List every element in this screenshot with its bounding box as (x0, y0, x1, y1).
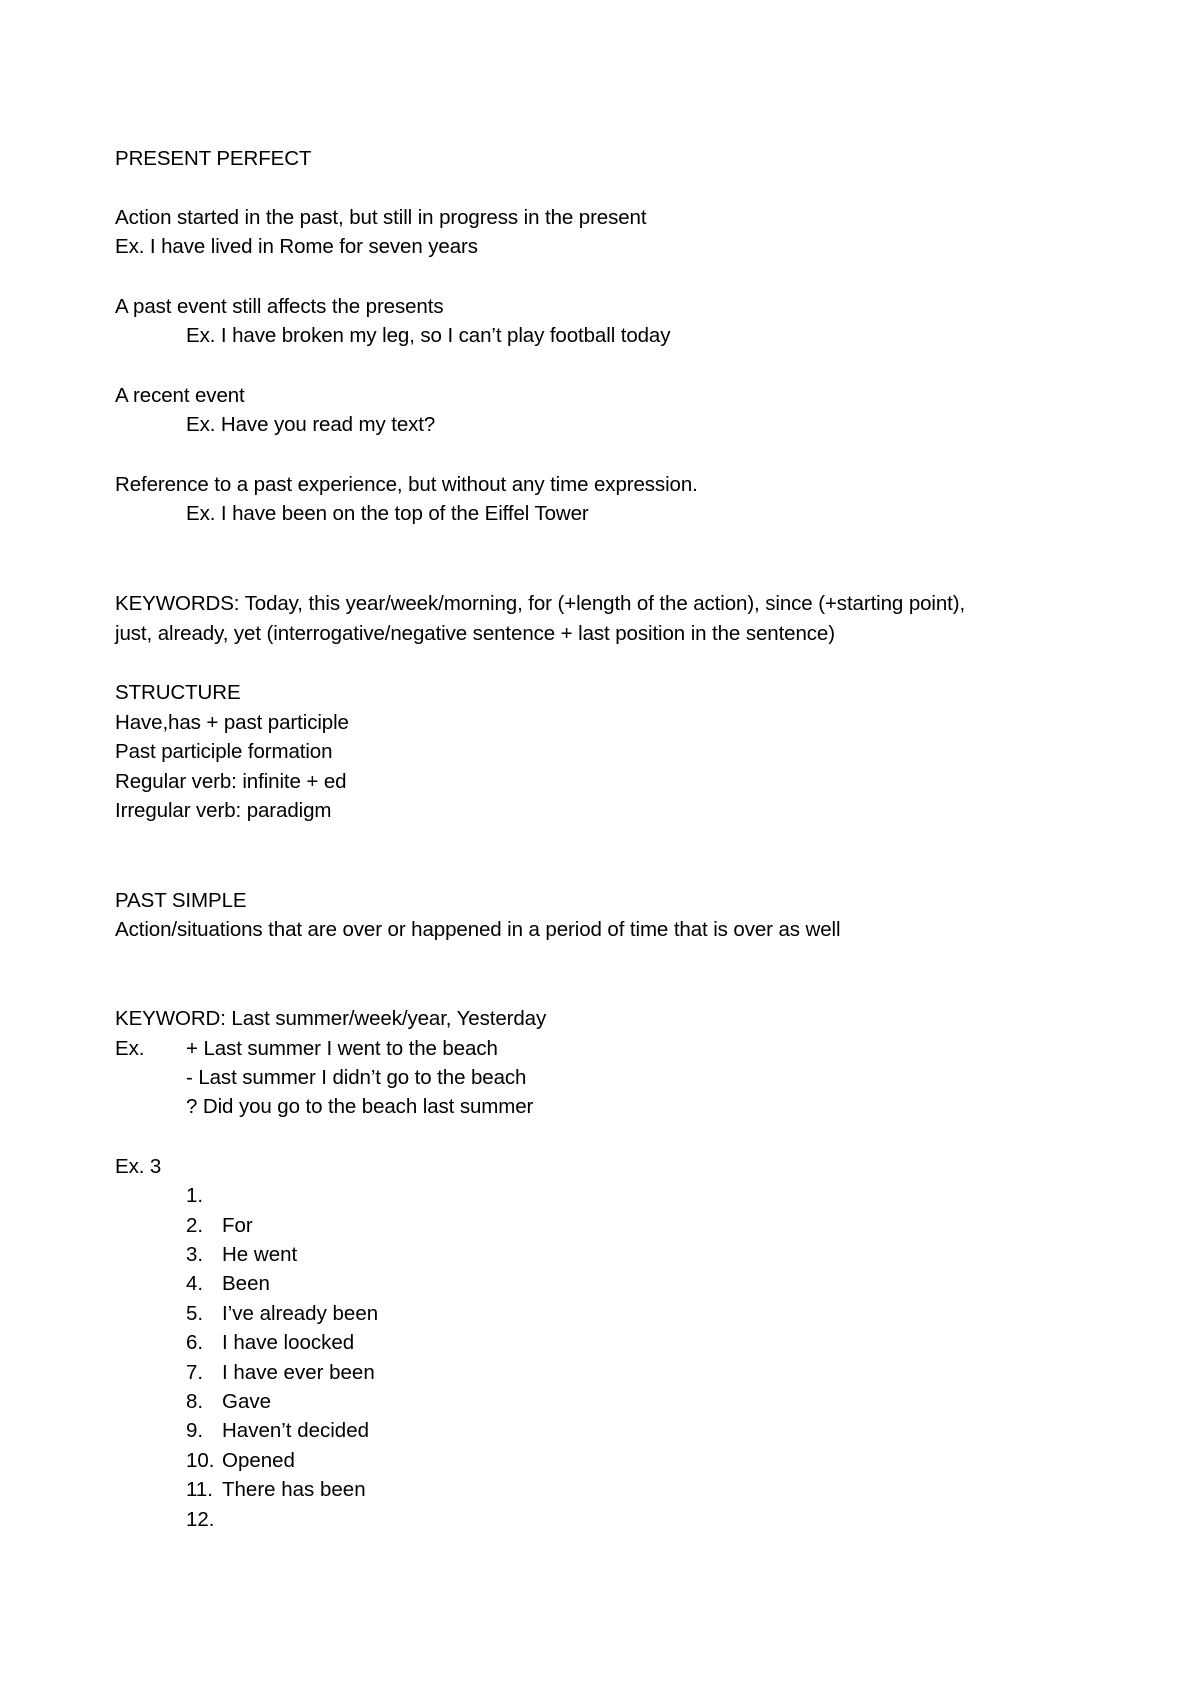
ps-keyword: KEYWORD: Last summer/week/year, Yesterday (115, 1007, 547, 1030)
pp-use-1: Action started in the past, but still in progress in the present (115, 206, 647, 229)
exercise-item-number: 2. (186, 1214, 204, 1237)
exercise-item-answer: There has been (222, 1478, 366, 1501)
structure-line: Past participle formation (115, 740, 333, 763)
past-simple-heading: PAST SIMPLE (115, 889, 247, 912)
exercise-item-answer: He went (222, 1243, 298, 1266)
structure-line: Have,has + past participle (115, 711, 349, 734)
ps-use: Action/situations that are over or happened in a period of time that is over as well (115, 918, 841, 941)
exercise-item-number: 4. (186, 1272, 204, 1295)
exercise-item-number: 7. (186, 1361, 204, 1384)
exercise-item-answer: I’ve already been (222, 1302, 379, 1325)
structure-line: Regular verb: infinite + ed (115, 770, 347, 793)
pp-use-2-example: Ex. I have broken my leg, so I can’t play football today (186, 324, 671, 347)
exercise-item-answer: Haven’t decided (222, 1419, 370, 1442)
exercise-item-answer: Opened (222, 1449, 295, 1472)
pp-use-3: A recent event (115, 384, 245, 407)
exercise-item-number: 11. (186, 1478, 213, 1501)
ps-example-label: Ex. (115, 1037, 145, 1060)
present-perfect-heading: PRESENT PERFECT (115, 147, 312, 170)
pp-use-3-example: Ex. Have you read my text? (186, 413, 436, 436)
pp-use-4: Reference to a past experience, but without any time expression. (115, 473, 698, 496)
exercise-item-answer: I have loocked (222, 1331, 355, 1354)
exercise-item-number: 12. (186, 1508, 215, 1531)
structure-line: Irregular verb: paradigm (115, 799, 332, 822)
ps-example: + Last summer I went to the beach (186, 1037, 498, 1060)
pp-use-1-example: Ex. I have lived in Rome for seven years (115, 235, 478, 258)
exercise-item-number: 6. (186, 1331, 204, 1354)
exercise-item-number: 9. (186, 1419, 204, 1442)
exercise-item-number: 8. (186, 1390, 204, 1413)
pp-keywords-line-1: KEYWORDS: Today, this year/week/morning, for (+length of the action), since (+starting point), (115, 592, 966, 615)
exercise-item-answer: Gave (222, 1390, 271, 1413)
exercise-item-answer: Been (222, 1272, 270, 1295)
exercise-title: Ex. 3 (115, 1155, 162, 1178)
ps-example: - Last summer I didn’t go to the beach (186, 1066, 527, 1089)
pp-use-2: A past event still affects the presents (115, 295, 444, 318)
pp-use-4-example: Ex. I have been on the top of the Eiffel Tower (186, 502, 589, 525)
pp-keywords-line-2: just, already, yet (interrogative/negative sentence + last position in the sentence) (115, 622, 835, 645)
exercise-item-answer: For (222, 1214, 253, 1237)
exercise-item-answer: I have ever been (222, 1361, 375, 1384)
exercise-item-number: 1. (186, 1184, 204, 1207)
exercise-item-number: 3. (186, 1243, 204, 1266)
exercise-item-number: 10. (186, 1449, 215, 1472)
exercise-item-number: 5. (186, 1302, 204, 1325)
ps-example: ? Did you go to the beach last summer (186, 1095, 534, 1118)
structure-heading: STRUCTURE (115, 681, 241, 704)
